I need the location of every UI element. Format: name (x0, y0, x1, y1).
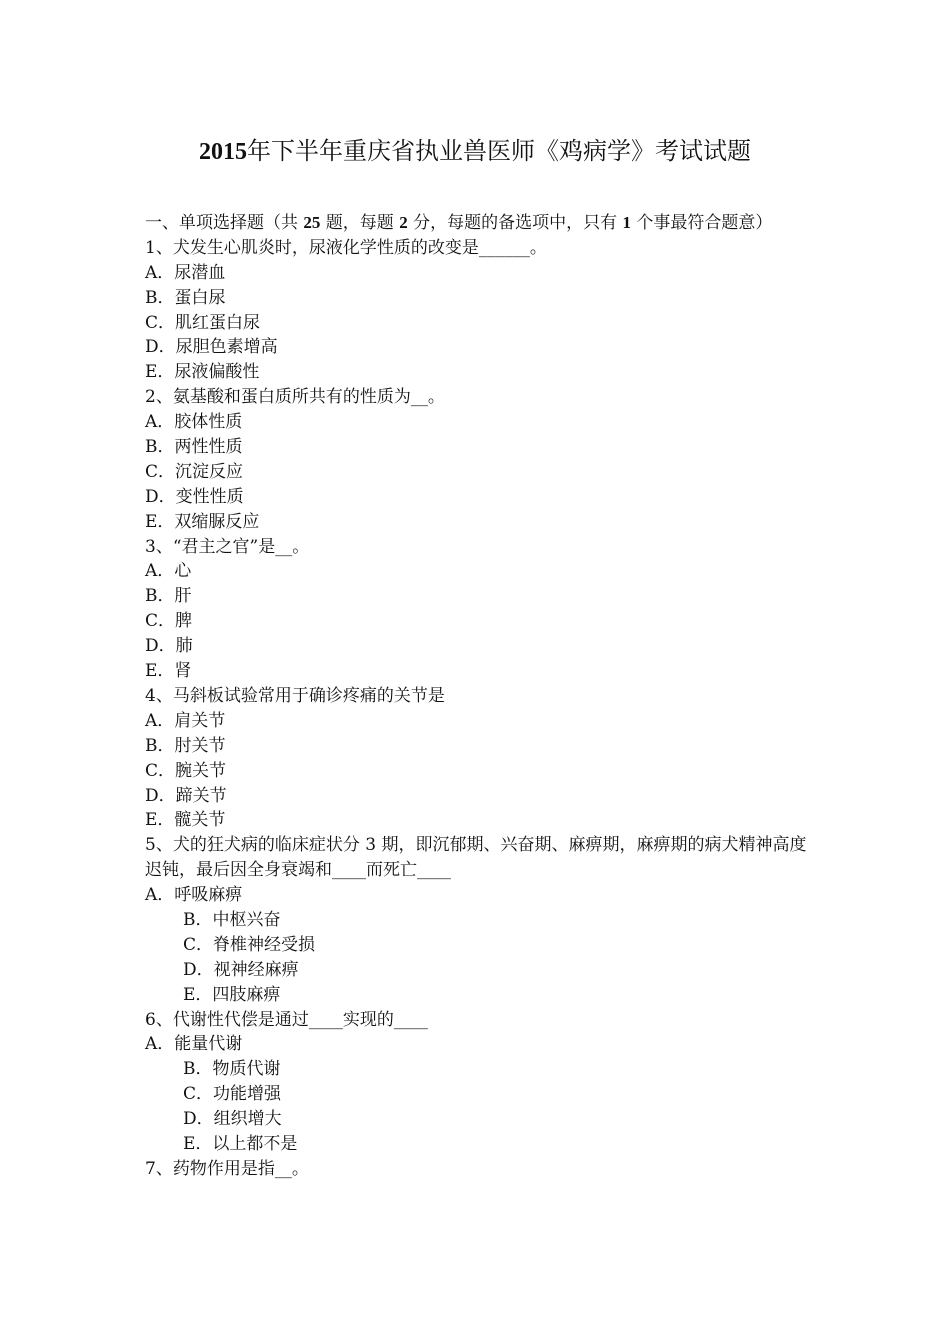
option: B．两性性质 (145, 437, 243, 458)
option: C．功能增强 (183, 1084, 282, 1105)
title-text: 年下半年重庆省执业兽医师《鸡病学》考试试题 (247, 137, 751, 165)
option: E．髋关节 (145, 810, 226, 831)
option: B．肝 (145, 586, 192, 607)
option: D．变性性质 (145, 486, 244, 507)
option: D．组织增大 (183, 1109, 282, 1130)
option: B．蛋白尿 (145, 287, 226, 308)
document-body (145, 211, 810, 1182)
option: C．脊椎神经受损 (183, 934, 316, 955)
option: E．以上都不是 (183, 1134, 298, 1154)
question-stem: 3、“君主之官”是__。 (145, 536, 310, 557)
option: A．心 (145, 561, 192, 582)
option: D．视神经麻痹 (183, 959, 299, 980)
question-stem: 7、药物作用是指__。 (145, 1158, 309, 1179)
question-stem: 2、氨基酸和蛋白质所共有的性质为__。 (145, 387, 445, 408)
title-year: 2015 (199, 139, 247, 165)
option: E．尿液偏酸性 (145, 362, 260, 383)
option: A．能量代谢 (145, 1034, 243, 1055)
option: C．腕关节 (145, 760, 227, 781)
option: E．肾 (145, 661, 192, 682)
option: D．尿胆色素增高 (145, 337, 278, 358)
option: A．尿潜血 (145, 262, 226, 283)
option: B．物质代谢 (183, 1059, 281, 1080)
question-stem: 5、犬的狂犬病的临床症状分 3 期，即沉郁期、兴奋期、麻痹期，麻痹期的病犬精神高度迟钝，最后因全身衰竭和____而死亡____ (145, 835, 807, 881)
option: C．沉淀反应 (145, 461, 244, 482)
question-stem: 4、马斜板试验常用于确诊疼痛的关节是 (145, 685, 445, 706)
option: C．脾 (145, 611, 193, 632)
question-stem: 6、代谢性代偿是通过____实现的____ (145, 1009, 428, 1030)
option: A．肩关节 (145, 710, 226, 731)
question-stem: 1、犬发生心肌炎时，尿液化学性质的改变是______。 (145, 237, 547, 258)
option: A．胶体性质 (145, 412, 243, 433)
option: B．肘关节 (145, 735, 226, 756)
option: C．肌红蛋白尿 (145, 312, 261, 333)
option: E．四肢麻痹 (183, 984, 281, 1005)
document-title (0, 131, 950, 172)
option: B．中枢兴奋 (183, 909, 281, 930)
section-heading: 一、单项选择题（共 25 题，每题 2 分，每题的备选项中，只有 1 个事最符合题意） (145, 213, 773, 233)
option: D．蹄关节 (145, 785, 227, 806)
option: D．肺 (145, 636, 193, 657)
option: A．呼吸麻痹 (145, 885, 243, 906)
option: E．双缩脲反应 (145, 511, 260, 532)
